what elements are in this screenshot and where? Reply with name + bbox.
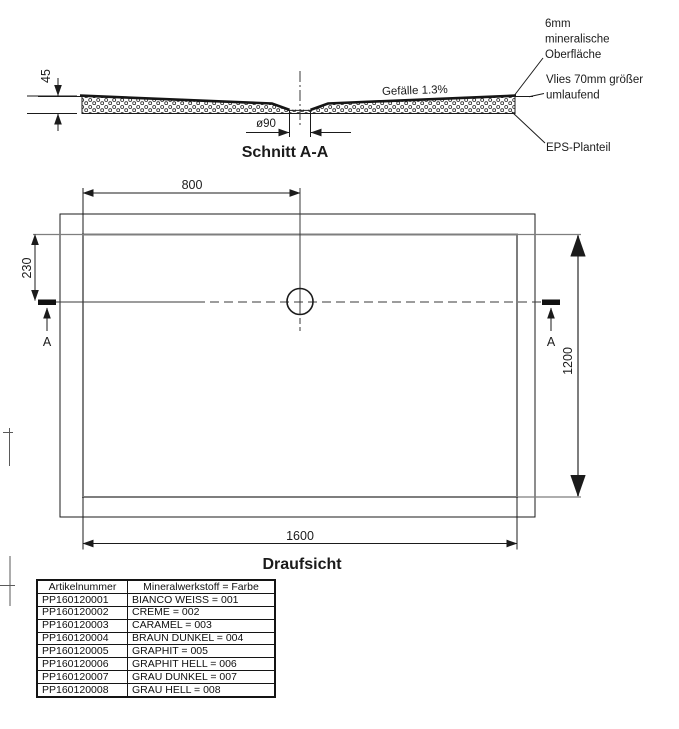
section-marker-left-label: A [42, 335, 52, 349]
header-mineralwerkstoff: Mineralwerkstoff = Farbe [128, 580, 276, 593]
callout-surface-line1: 6mm [545, 18, 571, 30]
table-row [37, 645, 275, 658]
dim-45 [27, 69, 77, 131]
callout-vlies [546, 74, 643, 102]
table-cell-artikel: PP160120002 [37, 606, 128, 619]
table-cell-artikel: PP160120003 [37, 619, 128, 632]
section-cut-bar-left [38, 300, 56, 306]
vlies-outline [60, 214, 535, 517]
callout-vlies-line1: Vlies 70mm größer [546, 74, 644, 86]
plan-title: Draufsicht [262, 556, 342, 573]
section-cut-bar-right [542, 300, 560, 306]
margin-line-fragments [0, 428, 15, 606]
table-header-row [37, 580, 275, 593]
table-cell-farbe: BIANCO WEISS = 001 [128, 593, 276, 606]
table-row [37, 684, 275, 697]
table-cell-artikel: PP160120008 [37, 684, 128, 697]
dim-230-label: 230 [20, 257, 34, 279]
table-cell-artikel: PP160120001 [37, 593, 128, 606]
table-cell-artikel: PP160120004 [37, 632, 128, 645]
dim-o90-label: ø90 [256, 118, 276, 130]
header-artikelnummer: Artikelnummer [37, 580, 128, 593]
table-row [37, 619, 275, 632]
callout-surface [545, 18, 610, 61]
table-row [37, 632, 275, 645]
section-cut-left [38, 300, 56, 350]
dim-800-label: 800 [181, 178, 203, 192]
table-cell-farbe: GRAPHIT HELL = 006 [128, 658, 276, 671]
table-cell-farbe: GRAPHIT = 005 [128, 645, 276, 658]
table-row [37, 671, 275, 684]
callout-vlies-line2: umlaufend [546, 89, 600, 102]
callout-surface-line2: mineralische [545, 33, 610, 46]
dim-1600-label: 1600 [286, 529, 314, 543]
dim-1200 [561, 236, 578, 497]
leader-surface [514, 58, 544, 97]
dim-800 [83, 178, 300, 234]
dim-45-label: 45 [39, 69, 53, 83]
table-row [37, 658, 275, 671]
section-view [27, 18, 643, 161]
slope-label: Gefälle 1.3% [381, 83, 449, 99]
section-cut-right [542, 300, 560, 350]
dim-230 [20, 235, 35, 301]
article-color-table [36, 579, 276, 698]
dim-o90 [246, 111, 351, 138]
table-cell-farbe: CREME = 002 [128, 606, 276, 619]
section-title: Schnitt A-A [241, 144, 329, 161]
callout-surface-line3: Oberfläche [545, 49, 602, 61]
callout-eps: EPS-Planteil [546, 142, 611, 154]
table-row [37, 606, 275, 619]
dim-1200-label: 1200 [561, 347, 575, 375]
leader-vlies [529, 94, 544, 97]
table-cell-farbe: GRAU HELL = 008 [128, 684, 276, 697]
table-cell-artikel: PP160120006 [37, 658, 128, 671]
section-marker-right-label: A [546, 335, 556, 349]
dim-1600 [83, 497, 517, 550]
table-cell-farbe: CARAMEL = 003 [128, 619, 276, 632]
leader-eps [512, 112, 545, 143]
table-cell-farbe: BRAUN DUNKEL = 004 [128, 632, 276, 645]
plan-view [20, 178, 581, 573]
table-cell-farbe: GRAU DUNKEL = 007 [128, 671, 276, 684]
table-cell-artikel: PP160120007 [37, 671, 128, 684]
table-cell-artikel: PP160120005 [37, 645, 128, 658]
table-row [37, 593, 275, 606]
